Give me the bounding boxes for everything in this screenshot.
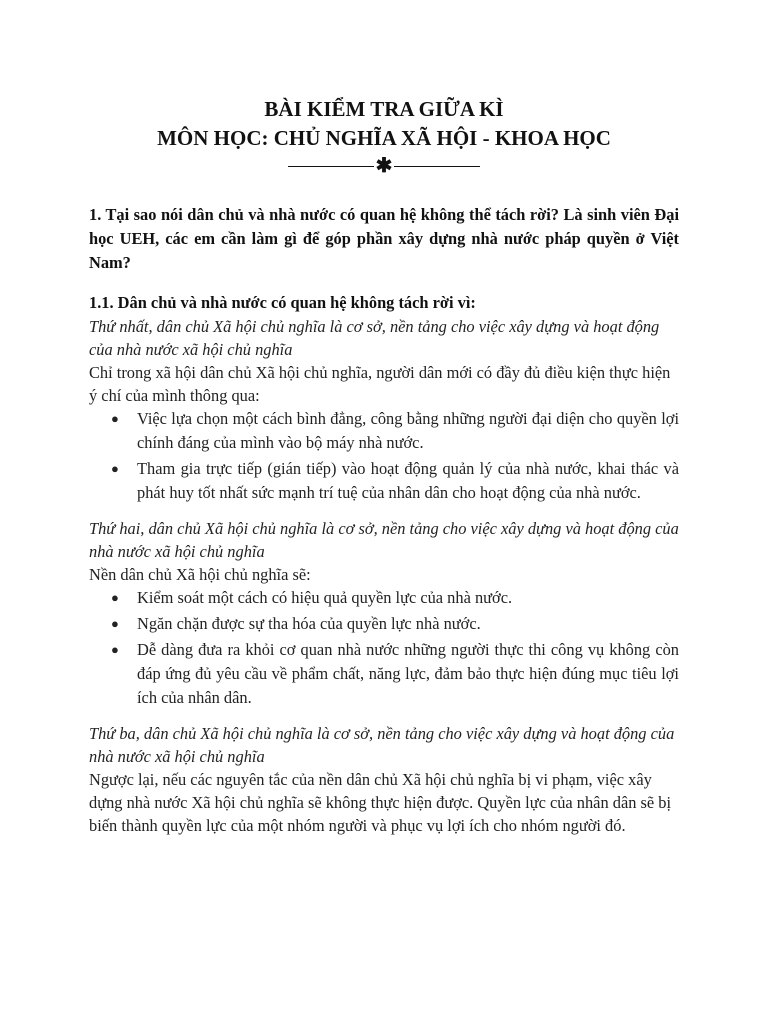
- bullet-icon: ●: [111, 642, 119, 658]
- part2-intro: Nền dân chủ Xã hội chủ nghĩa sẽ:: [89, 565, 311, 585]
- list-item: [89, 457, 679, 505]
- part1-bullet-list: [89, 407, 679, 505]
- part1-italic: Thứ nhất, dân chủ Xã hội chủ nghĩa là cơ sở, nền tảng cho việc xây dựng và hoạt động của nhà nước xã hội chủ nghĩa: [89, 317, 660, 360]
- bullet-icon: ●: [111, 616, 119, 632]
- section-heading: 1.1. Dân chủ và nhà nước có quan hệ không tách rời vì:: [89, 293, 476, 313]
- asterisk-ornament-icon: ✱: [375, 155, 393, 177]
- part1-intro: Chỉ trong xã hội dân chủ Xã hội chủ nghĩa, người dân mới có đầy đủ điều kiện thực hiện ý chí của mình thông qua:: [89, 363, 671, 406]
- list-item: [89, 586, 679, 610]
- question-text: 1. Tại sao nói dân chủ và nhà nước có quan hệ không thể tách rời? Là sinh viên Đại học UEH, các em cần làm gì để góp phần xây dựng nhà nước pháp quyền ở Việt Nam?: [89, 205, 679, 272]
- list-item-text: Việc lựa chọn một cách bình đẳng, công bằng những người đại diện cho quyền lợi chính đáng của mình vào bộ máy nhà nước.: [137, 409, 679, 453]
- list-item: [89, 407, 679, 455]
- part3-paragraph: Ngược lại, nếu các nguyên tắc của nền dân chủ Xã hội chủ nghĩa bị vi phạm, việc xây dựng nhà nước Xã hội chủ nghĩa sẽ không thực hiện được. Quyền lực của nhân dân sẽ bị biến thành quyền lực của một nhóm người và phục vụ lợi ích cho nhóm người đó.: [89, 770, 672, 836]
- title-line-1: BÀI KIỂM TRA GIỮA KÌ: [264, 97, 504, 121]
- document-page: [89, 95, 679, 837]
- list-item-text: Tham gia trực tiếp (gián tiếp) vào hoạt động quản lý của nhà nước, khai thác và phát huy tốt nhất sức mạnh trí tuệ của nhân dân cho hoạt động của nhà nước.: [137, 459, 679, 503]
- part2-italic: Thứ hai, dân chủ Xã hội chủ nghĩa là cơ sở, nền tảng cho việc xây dựng và hoạt động của nhà nước xã hội chủ nghĩa: [89, 519, 679, 562]
- list-item-text: Kiểm soát một cách có hiệu quả quyền lực của nhà nước.: [137, 588, 513, 608]
- list-item: [89, 638, 679, 710]
- divider-line-left: [288, 166, 374, 167]
- title-divider: [89, 155, 679, 177]
- bullet-icon: ●: [111, 461, 119, 477]
- part3-italic: Thứ ba, dân chủ Xã hội chủ nghĩa là cơ sở, nền tảng cho việc xây dựng và hoạt động của nhà nước xã hội chủ nghĩa: [89, 724, 675, 767]
- part2-bullet-list: [89, 586, 679, 710]
- bullet-icon: ●: [111, 411, 119, 427]
- list-item-text: Dễ dàng đưa ra khỏi cơ quan nhà nước những người thực thi công vụ không còn đáp ứng đủ yêu cầu về phẩm chất, năng lực, đảm bảo thực hiện đúng mục tiêu lợi ích của nhân dân.: [137, 640, 679, 708]
- title-line-2: MÔN HỌC: CHỦ NGHĨA XÃ HỘI - KHOA HỌC: [157, 126, 611, 150]
- bullet-icon: ●: [111, 590, 119, 606]
- divider-line-right: [394, 166, 480, 167]
- list-item: [89, 612, 679, 636]
- list-item-text: Ngăn chặn được sự tha hóa của quyền lực nhà nước.: [137, 614, 481, 634]
